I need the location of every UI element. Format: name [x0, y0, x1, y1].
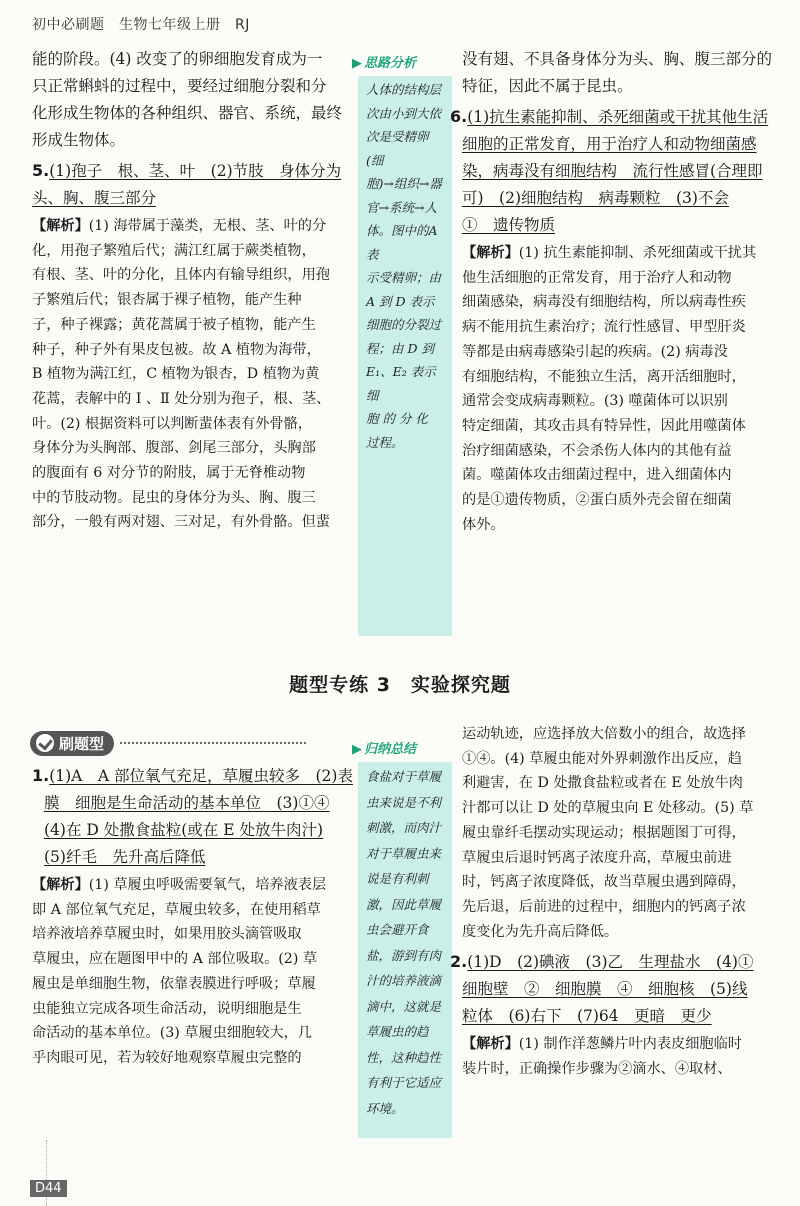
lower-left-column: [32, 762, 354, 1071]
answer-q6: [450, 103, 784, 239]
lower-right-column: [450, 722, 784, 1082]
text-line: 通常会变成病毒颗粒。(3) 噬菌体可以识别: [462, 393, 728, 410]
text-line: 的腹面有 6 对分节的附肢，属于无脊椎动物: [32, 465, 306, 482]
sidebar-analysis: [358, 76, 452, 636]
text-line: 化形成生物体的各种组织、器官、系统，最终: [32, 104, 343, 122]
text-line: 叶。(2) 根据资料可以判断蜚体表有外骨骼，: [32, 415, 312, 432]
text-line: (1) 草履虫呼吸需要氧气，培养液表层: [88, 877, 327, 893]
sidebar-line: 环境。: [366, 1100, 404, 1116]
answer-line: 染，病毒没有细胞结构 流行性感冒(合理即: [462, 162, 763, 180]
answer-line: (1)抗生素能抑制、杀死细菌或干扰其他生活: [467, 108, 769, 126]
sidebar-summary: [358, 762, 452, 1138]
text-line: 培养液培养草履虫时，如果用胶头滴管吸取: [32, 926, 302, 943]
text-line: 特征，因此不属于昆虫。: [462, 77, 633, 95]
sidebar-line: 次是受精卵(细: [366, 129, 429, 168]
text-line: 的是①遗传物质，②蛋白质外壳会留在细菌: [462, 492, 732, 509]
text-line: 命活动的基本单位。(3) 草履虫细胞较大，几: [32, 1025, 312, 1042]
text-line: B 植物为满江红，C 植物为银杏，D 植物为黄: [32, 366, 320, 383]
page-number: D44: [30, 1180, 67, 1197]
upper-right-column: [450, 46, 784, 537]
sidebar-line: E₁、E₂ 表示细: [366, 364, 436, 403]
sidebar-line: 虫来说是不利: [366, 794, 442, 810]
text-line: 有细胞结构，不能独立生活，离开活细胞时，: [462, 368, 746, 385]
answer-q1: [32, 762, 354, 871]
text-line: ①④。(4) 草履虫能对外界刺激作出反应，趋: [462, 750, 742, 767]
sidebar-line: 草履虫的趋: [366, 1024, 429, 1039]
sidebar-line: 对于草履虫来: [366, 845, 442, 861]
text-line: 有根、茎、叶的分化，且体内有输导组织，用孢: [32, 267, 330, 284]
text-line: 中的节肢动物。昆虫的身体分为头、胸、腹三: [32, 489, 316, 506]
sidebar-line: 说是有利刺: [366, 871, 429, 886]
question-number: 5.: [32, 161, 50, 180]
sidebar-line: 体。图中的A表: [366, 223, 438, 262]
text-line: 先后退，后前进的过程中，细胞内的钙离子浓: [462, 898, 746, 915]
answer-line: (1)A A 部位氧气充足，草履虫较多 (2)表: [49, 767, 353, 785]
text-line: 装片时，正确操作步骤为②滴水、④取材、: [462, 1061, 732, 1078]
sidebar-title-analysis: ▶ 思路分析: [352, 52, 452, 71]
text-line: 履虫是单细胞生物，依靠表膜进行呼吸；草履: [32, 975, 316, 992]
text-line: 履虫靠纤毛摆动实现运动；根据题图丁可得，: [462, 824, 746, 841]
text-line: (1) 制作洋葱鳞片叶内表皮细胞临时: [518, 1036, 742, 1053]
sidebar-line: 有利于它适应: [366, 1075, 442, 1090]
sidebar-line: 性，这种趋性: [366, 1049, 442, 1065]
answer-line: 可) (2)细胞结构 病毒颗粒 (3)不会: [462, 189, 729, 207]
answer-line: 头、胸、腹三部分: [32, 189, 157, 207]
text-line: 子，种子裸露；黄花蒿属于被子植物，能产生: [32, 316, 316, 333]
arrow-icon: ▶: [352, 742, 362, 757]
sidebar-line: A 到 D 表示: [366, 293, 435, 309]
sidebar-line: 胞)→组织→器: [366, 176, 442, 191]
answer-line: 细胞的正常发育，用于治疗人和动物细菌感: [462, 135, 757, 153]
dotted-divider: [120, 742, 306, 744]
explanation-q6: [462, 241, 784, 537]
text-line: 部分，一般有两对翅、三对足，有外骨骼。但蜚: [32, 514, 330, 531]
text-line: 他生活细胞的正常发育，用于治疗人和动物: [462, 269, 732, 286]
text-line: 细菌感染，病毒没有细胞结构，所以病毒性疾: [462, 294, 746, 311]
jiexi-label: 【解析】: [462, 1036, 519, 1053]
text-line: (1) 抗生素能抑制、杀死细菌或干扰其: [518, 245, 757, 261]
text-line: 形成生物体。: [32, 131, 126, 149]
text-line: 乎肉眼可见，若为较好地观察草履虫完整的: [32, 1049, 302, 1066]
text-line: 即 A 部位氧气充足，草履虫较多，在使用稻草: [32, 901, 321, 918]
text-line: 草履虫，应在题图甲中的 A 部位吸取。(2) 草: [32, 951, 318, 968]
text-line: 化，用孢子繁殖后代；满江红属于蕨类植物，: [32, 242, 316, 259]
explanation-q5: [32, 214, 354, 535]
text-line: 子繁殖后代；银杏属于裸子植物，能产生种: [32, 292, 302, 309]
question-number: 2.: [450, 952, 468, 972]
sidebar-line: 盐，游到有肉: [366, 947, 442, 963]
running-header: 初中必刷题 生物七年级上册 RJ: [32, 17, 250, 33]
sidebar-line: 细胞的分裂过: [366, 317, 442, 332]
text-line: 能的阶段。(4) 改变了的卵细胞发育成为一: [32, 50, 323, 68]
upper-left-column: [32, 46, 354, 535]
answer-line: 粒体 (6)右下 (7)64 更暗 更少: [462, 1007, 712, 1026]
answer-line: ① 遗传物质: [462, 216, 556, 234]
text-line: 只正常蝌蚪的过程中，要经过细胞分裂和分: [32, 77, 327, 95]
text-line: 虫能独立完成各项生命活动，说明细胞是生: [32, 1000, 302, 1017]
intro-text: [32, 46, 354, 154]
section-title: 题型专练 3 实验探究题: [289, 674, 511, 696]
question-number: 1.: [32, 766, 50, 785]
text-line: 时，钙离子浓度降低，故当草履虫遇到障碍，: [462, 874, 746, 891]
sidebar-line: 滴中，这就是: [366, 998, 442, 1014]
sidebar-line: 示受精卵；由: [366, 270, 442, 285]
sidebar-line: 程；由 D 到: [366, 340, 434, 356]
text-line: 汁都可以让 D 处的草履虫向 E 处移动。(5) 草: [462, 800, 754, 817]
sidebar-line: 人体的结构层: [366, 82, 442, 97]
sidebar-line: 虫会避开食: [366, 922, 429, 937]
arrow-icon: ▶: [352, 56, 362, 71]
answer-line: (1)孢子 根、茎、叶 (2)节肢 身体分为: [49, 162, 342, 180]
check-icon: [36, 734, 54, 752]
text-line: 利避害，在 D 处撒食盐粒或者在 E 处放牛肉: [462, 775, 743, 792]
explanation-q1: [32, 873, 354, 1071]
text-line: 运动轨迹，应选择放大倍数小的组合，故选择: [462, 726, 746, 742]
sidebar-line: 食盐对于草履: [366, 769, 442, 784]
sidebar-line: 激，因此草履: [366, 896, 442, 912]
sidebar-line: 过程。: [366, 434, 404, 450]
practice-badge: [30, 730, 306, 756]
jiexi-label: 【解析】: [462, 245, 519, 261]
badge-label: 刷题型: [59, 734, 105, 753]
answer-line: (4)在 D 处撒食盐粒(或在 E 处放牛肉汁): [44, 821, 324, 839]
sidebar-line: 次由小到大依: [366, 105, 442, 121]
text-line: 特定细菌，其攻击具有特异性，因此用噬菌体: [462, 417, 746, 434]
answer-q5: [32, 157, 354, 212]
text-line: 等都是由病毒感染引起的疾病。(2) 病毒没: [462, 343, 728, 360]
jiexi-label: 【解析】: [32, 877, 89, 893]
answer-line: 膜 细胞是生命活动的基本单位 (3)①④: [44, 794, 330, 812]
text-line: 病不能用抗生素治疗；流行性感冒、甲型肝炎: [462, 319, 746, 336]
text-line: 菌。噬菌体攻击细菌过程中，进入细菌体内: [462, 467, 732, 484]
sidebar-title-summary: ▶ 归纳总结: [352, 738, 452, 757]
jiexi-label: 【解析】: [32, 218, 89, 234]
explanation-q2: [462, 1032, 784, 1081]
text-line: 花蒿，表解中的 Ⅰ 、Ⅱ 处分别为孢子，根、茎、: [32, 390, 331, 407]
answer-line: 细胞壁 ② 细胞膜 ④ 细胞核 (5)线: [462, 980, 748, 999]
text-line: 治疗细菌感染，不会杀伤人体内的其他有益: [462, 442, 732, 459]
sidebar-line: 胞 的 分 化: [366, 411, 428, 426]
answer-line: (1)D (2)碘液 (3)乙 生理盐水 (4)①: [467, 953, 754, 972]
sidebar-line: 官→系统→人: [366, 199, 437, 215]
text-line: 度变化为先升高后降低。: [462, 923, 619, 940]
text-line: 体外。: [462, 516, 505, 533]
text-line: 身体分为头胸部、腹部、剑尾三部分，头胸部: [32, 440, 316, 457]
text-line: 种子，种子外有果皮包被。故 A 植物为海带，: [32, 341, 321, 358]
question-number: 6.: [450, 107, 468, 126]
answer-q2: [450, 948, 784, 1030]
text-line: 草履虫后退时钙离子浓度升高，草履虫前进: [462, 849, 732, 866]
sidebar-line: 汁的培养液滴: [366, 973, 442, 988]
text-line: 没有翅、不具备身体分为头、胸、腹三部分的: [462, 50, 773, 68]
sidebar-line: 刺激，而肉汁: [366, 820, 442, 835]
answer-line: (5)纤毛 先升高后降低: [44, 848, 206, 866]
text-line: (1) 海带属于藻类，无根、茎、叶的分: [88, 218, 327, 234]
